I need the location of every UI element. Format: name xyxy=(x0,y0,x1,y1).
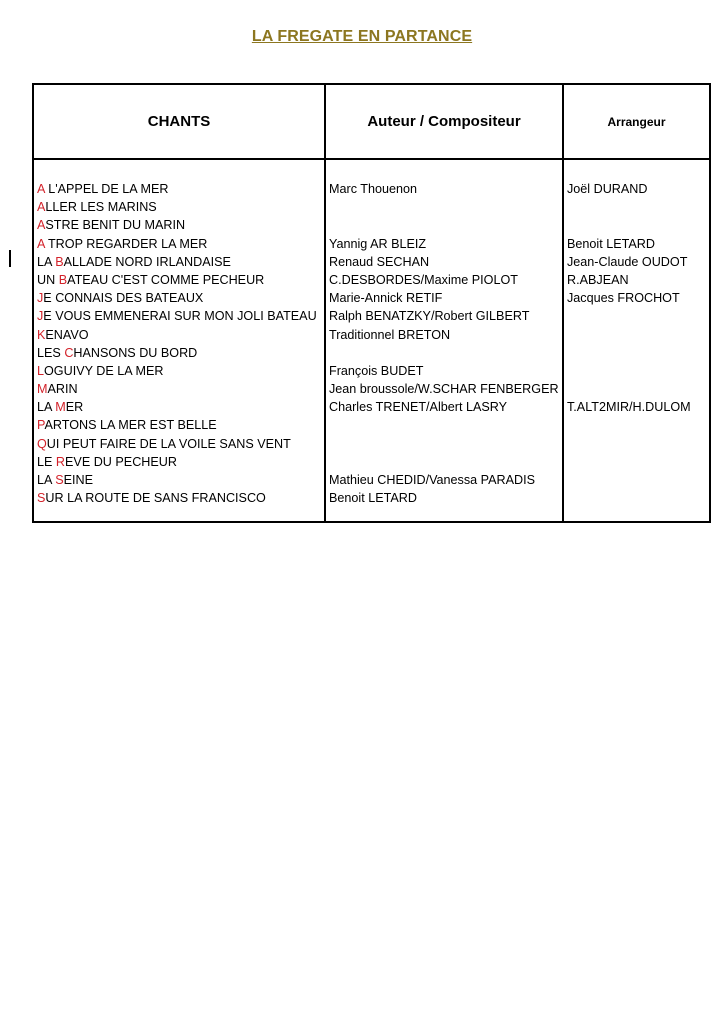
song-title-initial: M xyxy=(55,400,66,415)
song-arranger xyxy=(564,198,709,216)
header-chants: CHANTS xyxy=(33,84,325,159)
song-arranger xyxy=(564,344,709,362)
song-title-rest: EINE xyxy=(63,473,94,487)
song-title-initial: Q xyxy=(37,436,47,451)
song-arranger xyxy=(564,416,709,434)
song-author xyxy=(326,198,562,216)
song-author: Charles TRENET/Albert LASRY xyxy=(329,400,508,415)
song-title-prefix: LE xyxy=(37,454,56,469)
song-title xyxy=(34,344,324,362)
song-arranger: R.ABJEAN xyxy=(567,272,629,287)
song-title xyxy=(34,289,324,307)
song-title xyxy=(34,471,324,489)
song-arranger xyxy=(564,216,709,234)
song-title-initial: J xyxy=(37,291,44,306)
song-title-initial: J xyxy=(37,309,44,324)
song-author: Ralph BENATZKY/Robert GILBERT xyxy=(329,309,530,324)
chants-column xyxy=(33,159,325,522)
song-arranger: T.ALT2MIR/H.DULOM xyxy=(567,400,691,415)
song-title-rest: ALLADE NORD IRLANDAISE xyxy=(63,254,231,269)
song-author: Marc Thouenon xyxy=(329,182,417,196)
song-title-rest: E CONNAIS DES BATEAUX xyxy=(43,291,204,306)
page-title: LA FREGATE EN PARTANCE xyxy=(251,28,473,45)
song-author: Renaud SECHAN xyxy=(329,254,430,269)
song-title xyxy=(34,416,324,434)
song-author xyxy=(326,453,562,471)
song-arranger: Joël DURAND xyxy=(567,182,648,196)
song-title-rest: EVE DU PECHEUR xyxy=(65,454,177,469)
song-title-rest: ARIN xyxy=(47,382,78,397)
arrangeur-column xyxy=(563,159,710,522)
song-author: Traditionnel BRETON xyxy=(329,327,451,342)
song-arranger xyxy=(564,489,709,507)
song-title xyxy=(34,453,324,471)
song-author: C.DESBORDES/Maxime PIOLOT xyxy=(329,272,518,287)
text-cursor-mark xyxy=(9,250,11,267)
song-title-rest: OGUIVY DE LA MER xyxy=(44,363,164,378)
song-title-rest: TROP REGARDER LA MER xyxy=(44,236,208,251)
song-title xyxy=(34,380,324,398)
song-title xyxy=(34,398,324,416)
song-title-initial: S xyxy=(55,473,64,487)
song-author xyxy=(326,344,562,362)
header-arrangeur: Arrangeur xyxy=(563,84,710,159)
song-title-rest: UR LA ROUTE DE SANS FRANCISCO xyxy=(45,491,266,506)
song-title xyxy=(34,489,324,507)
song-title xyxy=(34,326,324,344)
song-title-prefix: LES xyxy=(37,345,65,360)
song-author xyxy=(326,435,562,453)
songs-table xyxy=(32,83,711,523)
table-body-row xyxy=(33,159,710,522)
song-title-initial: A xyxy=(37,218,46,233)
song-title-initial: P xyxy=(37,418,45,433)
song-author xyxy=(326,416,562,434)
song-author xyxy=(326,216,562,234)
song-title-initial: A xyxy=(37,182,45,196)
song-title-rest: ARTONS LA MER EST BELLE xyxy=(44,418,217,433)
auteur-column xyxy=(325,159,563,522)
song-title-initial: R xyxy=(55,454,66,469)
song-arranger: Jacques FROCHOT xyxy=(567,291,680,306)
song-title-rest: ENAVO xyxy=(45,327,89,342)
song-author: Benoit LETARD xyxy=(329,491,417,506)
song-title xyxy=(34,180,324,198)
song-title xyxy=(34,235,324,253)
song-title-prefix: LA xyxy=(37,473,56,487)
song-title xyxy=(34,435,324,453)
song-title xyxy=(34,253,324,271)
table-header-row xyxy=(33,84,710,159)
song-title-rest: STRE BENIT DU MARIN xyxy=(45,218,186,233)
song-arranger xyxy=(564,362,709,380)
song-author: Jean broussole/W.SCHAR FENBERGER xyxy=(329,382,559,397)
song-title-prefix: LA xyxy=(37,400,56,415)
song-title-initial: C xyxy=(64,345,74,360)
song-arranger xyxy=(564,471,709,489)
song-title-rest: UI PEUT FAIRE DE LA VOILE SANS VENT xyxy=(46,436,291,451)
song-title-rest: LLER LES MARINS xyxy=(45,200,157,215)
song-title-initial: A xyxy=(37,236,45,251)
song-author: François BUDET xyxy=(329,363,424,378)
song-author: Mathieu CHEDID/Vanessa PARADIS xyxy=(329,473,536,487)
song-arranger xyxy=(564,453,709,471)
song-title-rest: L'APPEL DE LA MER xyxy=(44,182,169,196)
song-title-initial: B xyxy=(55,254,64,269)
song-arranger xyxy=(564,380,709,398)
header-auteur-compositeur: Auteur / Compositeur xyxy=(325,84,563,159)
song-title-initial: S xyxy=(37,491,46,506)
song-title-rest: HANSONS DU BORD xyxy=(73,345,198,360)
song-title-rest: ATEAU C'EST COMME PECHEUR xyxy=(67,272,265,287)
song-arranger xyxy=(564,307,709,325)
song-author: Yannig AR BLEIZ xyxy=(329,236,427,251)
song-title-rest: E VOUS EMMENERAI SUR MON JOLI BATEAU xyxy=(43,309,317,324)
song-title xyxy=(34,271,324,289)
song-title xyxy=(34,362,324,380)
song-title-initial: L xyxy=(37,363,45,378)
song-title-initial: K xyxy=(37,327,46,342)
song-title xyxy=(34,307,324,325)
song-arranger xyxy=(564,326,709,344)
song-title-initial: A xyxy=(37,200,46,215)
song-title-prefix: UN xyxy=(37,272,59,287)
song-title-rest: ER xyxy=(65,400,84,415)
song-title xyxy=(34,198,324,216)
song-title-initial: B xyxy=(58,272,68,287)
song-arranger: Benoit LETARD xyxy=(567,236,655,251)
song-title-initial: M xyxy=(37,382,48,397)
song-arranger xyxy=(564,435,709,453)
song-title-prefix: LA xyxy=(37,254,56,269)
song-arranger: Jean-Claude OUDOT xyxy=(567,254,688,269)
song-author: Marie-Annick RETIF xyxy=(329,291,443,306)
song-title xyxy=(34,216,324,234)
